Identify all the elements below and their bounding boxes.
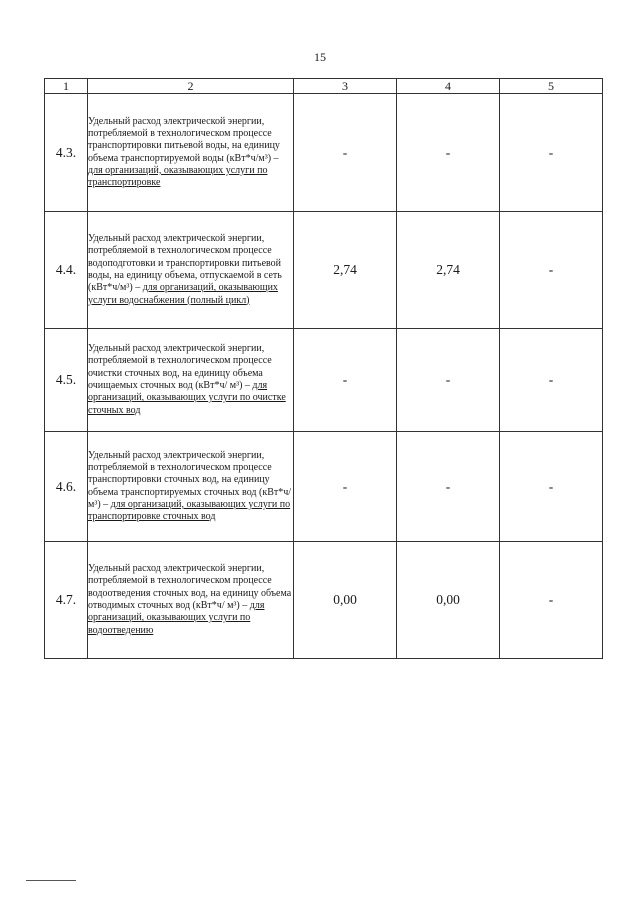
- indicators-table: [44, 78, 603, 659]
- description-text: Удельный расход электрической энергии, потребляемой в технологическом процессе водоподготовки и транспортировки питьевой воды, на единицу объема, отпускаемой в сеть (кВт*ч/м³) –: [88, 233, 282, 294]
- row-number: 4.4.: [45, 212, 88, 329]
- table-row: [45, 329, 603, 432]
- table-row: [45, 542, 603, 659]
- page-number: 15: [314, 50, 326, 64]
- table-header-row: [45, 79, 603, 94]
- value-col-3: -: [294, 94, 397, 212]
- value-col-4: 2,74: [397, 212, 500, 329]
- header-cell-2: 2: [88, 79, 294, 94]
- value-col-5: -: [500, 432, 603, 542]
- value-col-3: -: [294, 329, 397, 432]
- header-cell-5: 5: [500, 79, 603, 94]
- row-number: 4.7.: [45, 542, 88, 659]
- description-text: Удельный расход электрической энергии, потребляемой в технологическом процессе транспортировки сточных вод, на единицу объема транспортируемых сточных вод (кВт*ч/ м³) –: [88, 449, 292, 510]
- description-underlined-text: для организаций, оказывающих услуги по водоотведению: [88, 600, 265, 636]
- value-col-3: 0,00: [294, 542, 397, 659]
- row-number: 4.6.: [45, 432, 88, 542]
- row-description: [88, 212, 294, 329]
- description-text: Удельный расход электрической энергии, потребляемой в технологическом процессе очистки сточных вод, на единицу объема очищаемых сточных вод (кВт*ч/ м³) –: [88, 343, 272, 391]
- table-row: [45, 212, 603, 329]
- value-col-5: -: [500, 329, 603, 432]
- table-row: [45, 94, 603, 212]
- header-cell-4: 4: [397, 79, 500, 94]
- description-underlined-text: для организаций, оказывающих услуги по очистке сточных вод: [88, 380, 286, 416]
- header-cell-1: 1: [45, 79, 88, 94]
- value-col-3: 2,74: [294, 212, 397, 329]
- row-number: 4.3.: [45, 94, 88, 212]
- value-col-4: 0,00: [397, 542, 500, 659]
- value-col-5: -: [500, 94, 603, 212]
- description-underlined-text: для организаций, оказывающих услуги по транспортировке сточных вод: [88, 498, 291, 523]
- table-row: [45, 432, 603, 542]
- value-col-3: -: [294, 432, 397, 542]
- description-text: Удельный расход электрической энергии, потребляемой в технологическом процессе транспортировки питьевой воды, на единицу объема транспортируемой воды (кВт*ч/м³) –: [88, 115, 280, 164]
- value-col-5: -: [500, 542, 603, 659]
- row-description: [88, 329, 294, 432]
- value-col-4: -: [397, 94, 500, 212]
- description-underlined-text: для организаций, оказывающих услуги водоснабжения (полный цикл): [88, 282, 278, 306]
- value-col-4: -: [397, 329, 500, 432]
- header-cell-3: 3: [294, 79, 397, 94]
- row-number: 4.5.: [45, 329, 88, 432]
- footer-divider: [26, 880, 76, 881]
- row-description: [88, 94, 294, 212]
- value-col-4: -: [397, 432, 500, 542]
- description-text: Удельный расход электрической энергии, потребляемой в технологическом процессе водоотведения сточных вод, на единицу объема отводимых сточных вод (кВт*ч/ м³) –: [88, 563, 292, 611]
- value-col-5: -: [500, 212, 603, 329]
- description-underlined-text: для организаций, оказывающих услуги по транспортировке: [88, 164, 268, 189]
- row-description: [88, 542, 294, 659]
- row-description: [88, 432, 294, 542]
